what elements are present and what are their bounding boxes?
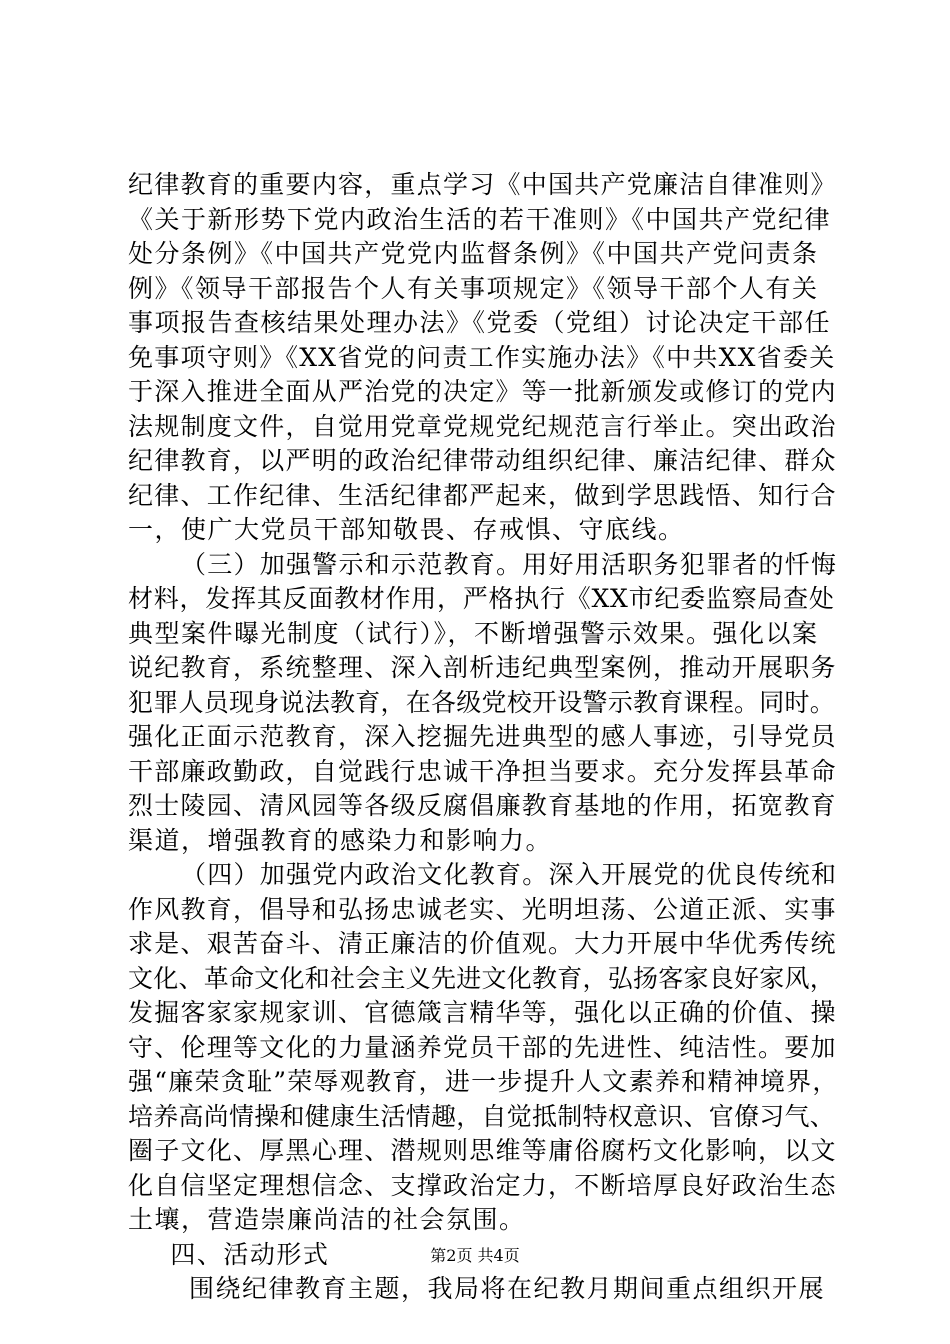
document-line: 培养高尚情操和健康生活情趣，自觉抵制特权意识、官僚习气、 xyxy=(128,1101,836,1131)
document-line: （三）加强警示和示范教育。用好用活职务犯罪者的忏悔 xyxy=(181,549,838,579)
document-line: （四）加强党内政治文化教育。深入开展党的优良传统和 xyxy=(181,860,838,889)
document-line: 求是、艰苦奋斗、清正廉洁的价值观。大力开展中华优秀传统 xyxy=(128,929,837,958)
page-footer: 第2页 共4页 xyxy=(430,1246,520,1265)
document-line: 圈子文化、厚黑心理、潜规则思维等庸俗腐朽文化影响，以文 xyxy=(128,1136,837,1165)
document-line: 说纪教育，系统整理、深入剖析违纪典型案例，推动开展职务 xyxy=(128,653,837,682)
document-line: 化自信坚定理想信念、支撑政治定力，不断培厚良好政治生态 xyxy=(128,1170,837,1200)
document-line: 围绕纪律教育主题，我局将在纪教月期间重点组织开展 xyxy=(188,1274,825,1303)
document-line: 作风教育，倡导和弘扬忠诚老实、光明坦荡、公道正派、实事 xyxy=(128,894,837,924)
document-line: 纪律教育，以严明的政治纪律带动组织纪律、廉洁纪律、群众 xyxy=(128,446,837,475)
document-line: 干部廉政勤政，自觉践行忠诚干净担当要求。充分发挥县革命 xyxy=(128,756,837,786)
document-line: 处分条例》《中国共产党党内监督条例》《中国共产党问责条 xyxy=(128,239,819,268)
document-line: 强化正面示范教育，深入挖掘先进典型的感人事迹，引导党员 xyxy=(128,722,837,751)
document-line: 例》《领导干部报告个人有关事项规定》《领导干部个人有关 xyxy=(128,273,819,303)
document-line: 发掘客家家规家训、官德箴言精华等，强化以正确的价值、操 xyxy=(128,998,837,1027)
document-line: 材料，发挥其反面教材作用，严格执行《XX市纪委监察局查处 xyxy=(128,584,835,613)
document-body xyxy=(128,168,838,1307)
document-line: 一，使广大党员干部知敬畏、存戒惧、守底线。 xyxy=(128,515,685,544)
document-line: 法规制度文件，自觉用党章党规党纪规范言行举止。突出政治 xyxy=(128,411,837,441)
document-line: 文化、革命文化和社会主义先进文化教育，弘扬客家良好家风， xyxy=(128,963,836,993)
document-line: 《关于新形势下党内政治生活的若干准则》《中国共产党纪律 xyxy=(128,204,832,234)
document-line: 犯罪人员现身说法教育，在各级党校开设警示教育课程。同时。 xyxy=(128,687,836,717)
document-line: 渠道，增强教育的感染力和影响力。 xyxy=(128,825,553,855)
document-line: 事项报告查核结果处理办法》《党委（党组）讨论决定干部任 xyxy=(128,308,832,337)
document-line: 纪律、工作纪律、生活纪律都严起来，做到学思践悟、知行合 xyxy=(128,480,837,510)
document-line: 守、伦理等文化的力量涵养党员干部的先进性、纯洁性。要加 xyxy=(128,1032,837,1062)
document-line: 烈士陵园、清风园等各级反腐倡廉教育基地的作用，拓宽教育 xyxy=(128,791,837,820)
document-line: 于深入推进全面从严治党的决定》等一批新颁发或修订的党内 xyxy=(128,377,837,406)
document-line: 土壤，营造崇廉尚洁的社会氛围。 xyxy=(128,1205,526,1234)
document-line: 四、活动形式 xyxy=(170,1239,330,1269)
document-line: 纪律教育的重要内容，重点学习《中国共产党廉洁自律准则》 xyxy=(128,170,837,199)
document-line: 典型案件曝光制度（试行）》，不断增强警示效果。强化以案 xyxy=(128,618,819,648)
document-line: 免事项守则》《XX省党的问责工作实施办法》《中共XX省委关 xyxy=(128,342,836,372)
document-line: 强“廉荣贪耻”荣辱观教育，进一步提升人文素养和精神境界， xyxy=(128,1067,839,1096)
